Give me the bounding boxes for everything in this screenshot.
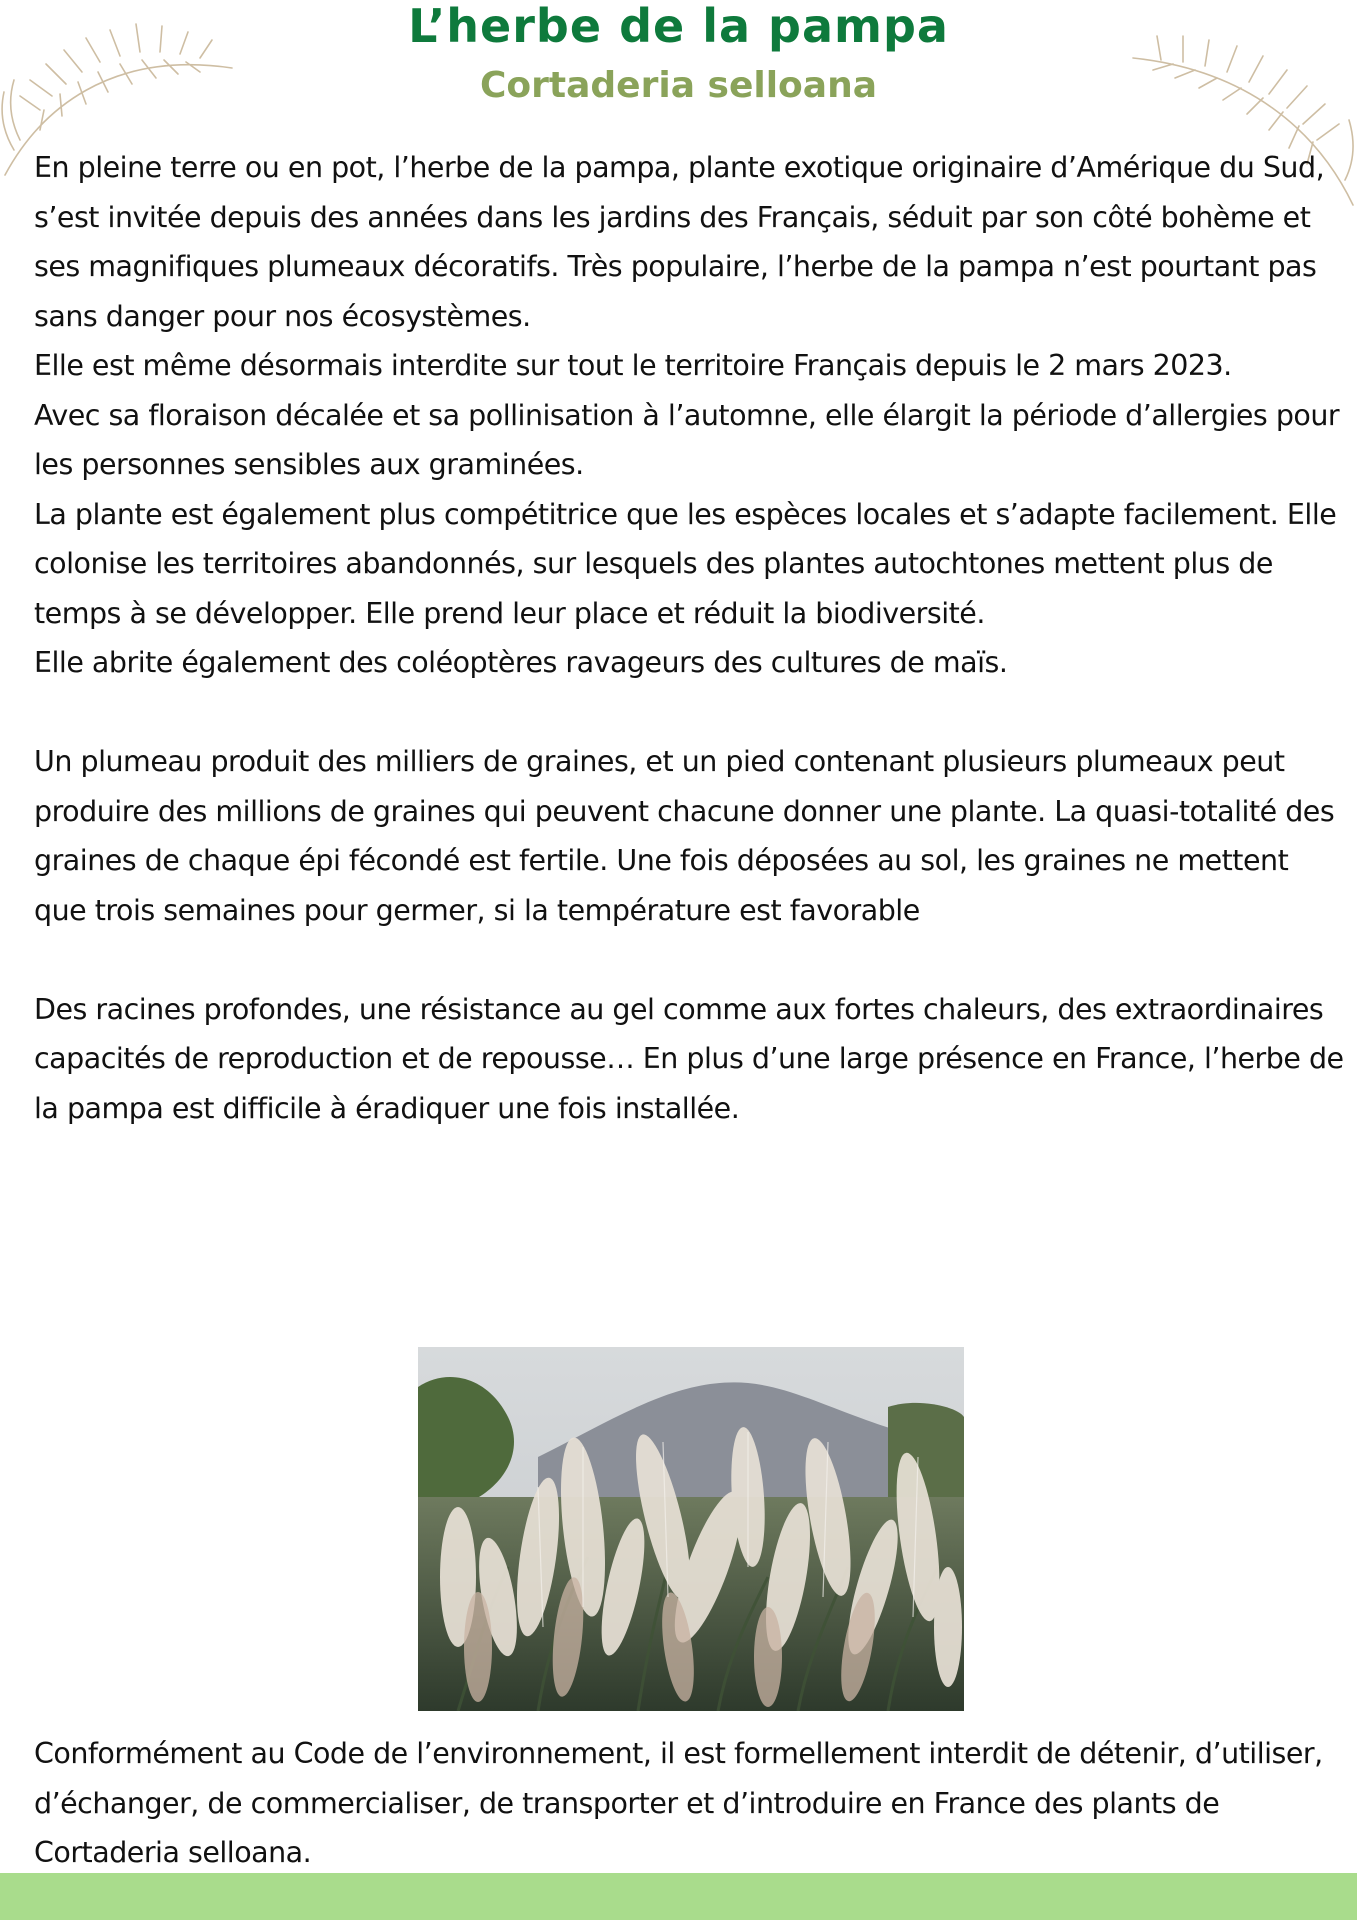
legal-notice	[34, 1729, 1344, 1878]
pampas-grass-photo	[418, 1347, 964, 1711]
paragraph-spacer	[34, 935, 1344, 985]
paragraph-legal: Conformément au Code de l’environnement, il est formellement interdit de détenir, d’utiliser, d’échanger, de commercialiser, de transporter et d’introduire en France des plants de Cortaderia selloana.	[34, 1737, 1323, 1869]
article-body	[34, 143, 1344, 1133]
paragraph-allergies: Avec sa floraison décalée et sa pollinisation à l’automne, elle élargit la période d’allergies pour les personnes sensibles aux graminées.	[34, 398, 1340, 481]
paragraph-ban-date: Elle est même désormais interdite sur tout le territoire Français depuis le 2 mars 2023.	[34, 349, 1232, 382]
paragraph-beetles: Elle abrite également des coléoptères ravageurs des cultures de maïs.	[34, 646, 1008, 679]
paragraph-seeds: Un plumeau produit des milliers de graines, et un pied contenant plusieurs plumeaux peut produire des millions de graines qui peuvent chacune donner une plante. La quasi-totalité des graines de chaque épi fécondé est fertile. Une fois déposées au sol, les graines ne mettent que trois semaines pour germer, si la température est favorable	[34, 745, 1335, 927]
page-title: L’herbe de la pampa	[408, 0, 949, 53]
page-subtitle: Cortaderia selloana	[480, 65, 877, 106]
paragraph-spacer	[34, 688, 1344, 738]
paragraph-competition: La plante est également plus compétitrice que les espèces locales et s’adapte facilement. Elle colonise les territoires abandonnés, sur lesquels des plantes autochtones mettent plus de temps à se développer. Elle prend leur place et réduit la biodiversité.	[34, 497, 1337, 630]
paragraph-intro: En pleine terre ou en pot, l’herbe de la pampa, plante exotique originaire d’Amérique du Sud, s’est invitée depuis des années dans les jardins des Français, séduit par son côté bohème et ses magnifiques plumeaux décoratifs. Très populaire, l’herbe de la pampa n’est pourtant pas sans danger pour nos écosystèmes.	[34, 151, 1325, 333]
footer-bar	[0, 1873, 1357, 1920]
paragraph-resistance: Des racines profondes, une résistance au gel comme aux fortes chaleurs, des extraordinaires capacités de reproduction et de repousse… En plus d’une large présence en France, l’herbe de la pampa est difficile à éradiquer une fois installée.	[34, 992, 1344, 1125]
